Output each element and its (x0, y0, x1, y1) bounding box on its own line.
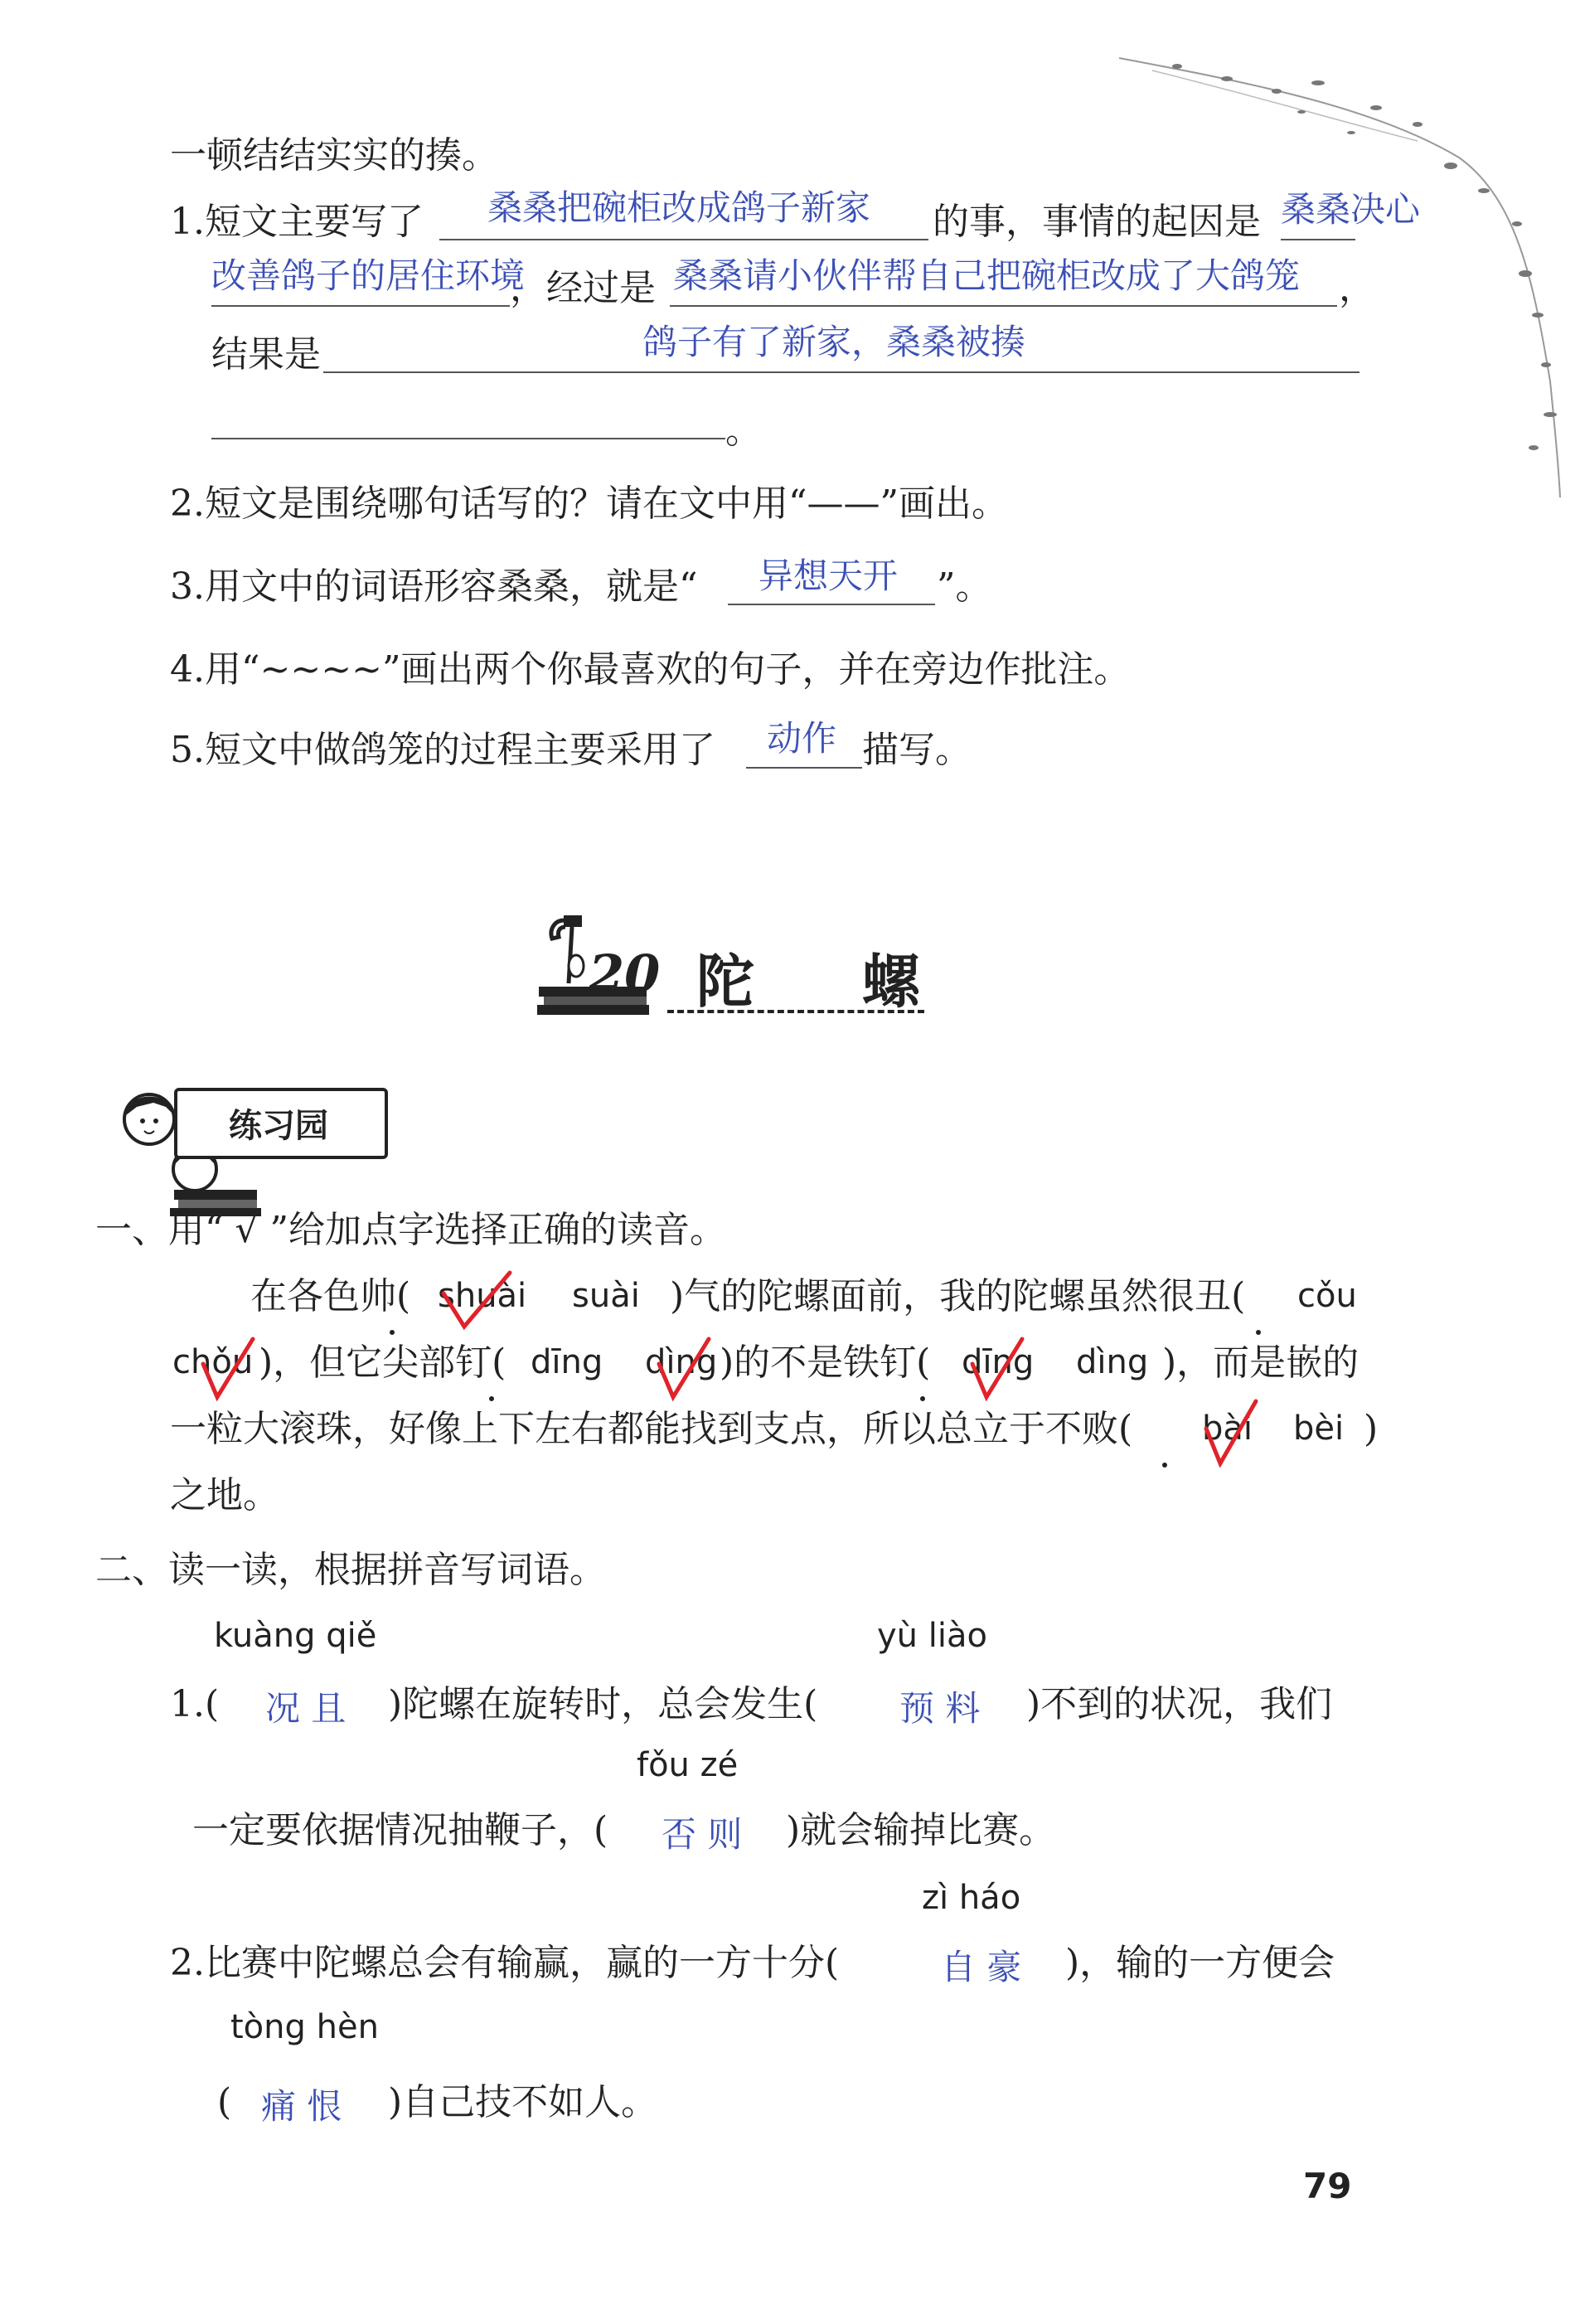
s1-line1-b: )气的陀螺面前，我的陀螺虽然很丑( (670, 1275, 1246, 1317)
q3-answer-underline (728, 604, 935, 605)
q5-answer[interactable]: 动作 (767, 718, 837, 759)
s2-q1-answer2[interactable]: 预 料 (899, 1688, 981, 1729)
q1-mid1: 的事，事情的起因是 (933, 201, 1261, 243)
q3-answer[interactable]: 异想天开 (758, 556, 899, 596)
emphasis-dot (390, 1330, 395, 1335)
emphasis-dot (920, 1396, 925, 1401)
q5-suffix: 描写。 (862, 729, 972, 771)
s1-line3-a: 一粒大滚珠，好像上下左右都能找到支点，所以总立于不败( (170, 1408, 1133, 1450)
s2-q2-answer[interactable]: 自 豪 (941, 1947, 1022, 1987)
q4-text: 4.用“~~~~”画出两个你最喜欢的句子，并在旁边作批注。 (170, 648, 1131, 691)
pinyin-yuliao: yù liào (877, 1617, 987, 1655)
s1-line2-b: )的不是铁钉( (720, 1342, 931, 1384)
pinyin-zihao: zì háo (922, 1879, 1021, 1917)
pinyin-option-ding4[interactable]: dìng (645, 1343, 718, 1381)
pinyin-option-ding1[interactable]: dīng (531, 1343, 603, 1381)
s1-line2-c: )，而是嵌的 (1162, 1342, 1359, 1384)
s2-q2b-answer[interactable]: 痛 恨 (261, 2086, 342, 2127)
lesson-title-char1: 陀 (696, 948, 754, 1016)
q1-answer3[interactable]: 桑桑请小伙伴帮自己把碗柜改成了大鸽笼 (673, 255, 1301, 296)
pinyin-option-ding4-b[interactable]: dìng (1076, 1343, 1149, 1381)
s2-q1-suffix: )不到的状况，我们 (1026, 1683, 1333, 1725)
s2-q2b-prefix: ( (217, 2081, 232, 2123)
q1-mid2: ，经过是 (510, 267, 656, 309)
s2-q1-prefix: 1.( (170, 1683, 220, 1725)
section1-heading: 一、用“ √ ”给加点字选择正确的读音。 (95, 1209, 726, 1251)
practice-badge (174, 1088, 388, 1159)
emphasis-dot (1162, 1463, 1167, 1468)
s2-q1b-answer[interactable]: 否 则 (662, 1814, 743, 1855)
q1-comma: ， (1339, 267, 1375, 309)
lesson-number: 20 (589, 944, 661, 1004)
lesson-title-char2: 螺 (862, 948, 920, 1016)
q1-mid3: 结果是 (211, 333, 321, 376)
s2-q1b-suffix: )就会输掉比赛。 (786, 1809, 1056, 1851)
pinyin-option-ding1-b[interactable]: dīng (962, 1343, 1035, 1381)
pinyin-tonghen: tòng hèn (230, 2008, 379, 2046)
pinyin-option-chou[interactable]: chǒu (172, 1343, 254, 1381)
q1-answer4-underline (323, 371, 1359, 373)
s2-q2b-suffix: )自己技不如人。 (388, 2081, 658, 2123)
q1-prefix: 1.短文主要写了 (170, 201, 424, 243)
s2-q1b-prefix: 一定要依据情况抽鞭子，( (192, 1809, 608, 1851)
check-mark-icon (439, 1269, 514, 1335)
pinyin-kuangqie: kuàng qiě (214, 1617, 377, 1655)
s2-q2-suffix: )，输的一方便会 (1065, 1942, 1335, 1984)
check-mark-icon (199, 1335, 257, 1401)
q1-end: 。 (725, 410, 762, 452)
q1-answer4[interactable]: 鸽子有了新家，桑桑被揍 (642, 322, 1026, 362)
q3-prefix: 3.用文中的词语形容桑桑，就是“ (170, 565, 698, 608)
pinyin-fouze: fǒu zé (637, 1746, 739, 1784)
practice-badge-label: 练习园 (229, 1107, 328, 1145)
q5-prefix: 5.短文中做鸽笼的过程主要采用了 (170, 729, 715, 771)
pinyin-option-bai[interactable]: bài (1202, 1409, 1253, 1448)
s2-q2-prefix: 2.比赛中陀螺总会有输赢，赢的一方十分( (170, 1942, 840, 1984)
q1-answer1[interactable]: 桑桑把碗柜改成鸽子新家 (487, 187, 871, 228)
check-mark-icon (655, 1335, 713, 1401)
s2-q1-mid: )陀螺在旋转时，总会发生( (388, 1683, 818, 1725)
q1-answer3-underline (670, 305, 1337, 307)
check-mark-icon (1202, 1397, 1260, 1468)
q1-answer2a[interactable]: 桑桑决心 (1281, 189, 1421, 230)
emphasis-dot (1256, 1330, 1261, 1335)
check-mark-icon (968, 1335, 1026, 1401)
s2-q1-answer1[interactable]: 况 且 (265, 1688, 347, 1729)
pinyin-option-cou[interactable]: cǒu (1297, 1277, 1357, 1315)
q5-answer-underline (746, 767, 862, 769)
pinyin-option-shuai[interactable]: shuài (438, 1277, 527, 1315)
q1-answer1-underline (439, 239, 928, 240)
intro-line: 一顿结结实实的揍。 (170, 134, 498, 177)
s1-line3-b: ) (1364, 1408, 1379, 1450)
lesson-title-dashes (667, 1010, 924, 1013)
s1-line1-a: 在各色帅( (250, 1275, 411, 1317)
s1-line4: 之地。 (170, 1474, 279, 1516)
q2-text: 2.短文是围绕哪句话写的？请在文中用“——”画出。 (170, 483, 1008, 525)
page-number: 79 (1303, 2166, 1352, 2206)
q1-answer2b[interactable]: 改善鸽子的居住环境 (211, 255, 526, 296)
s1-line2-a: )，但它尖部钉( (259, 1342, 506, 1384)
q1-answer2-underline-a (1281, 239, 1355, 240)
q3-suffix: ”。 (937, 565, 992, 608)
section2-heading: 二、读一读，根据拼音写词语。 (95, 1549, 606, 1591)
q1-answer4-underline-cont (211, 438, 725, 439)
q1-answer2-underline-b (211, 305, 510, 307)
pinyin-option-bei[interactable]: bèi (1293, 1409, 1345, 1448)
pinyin-option-suai[interactable]: suài (572, 1277, 640, 1315)
emphasis-dot (489, 1396, 494, 1401)
